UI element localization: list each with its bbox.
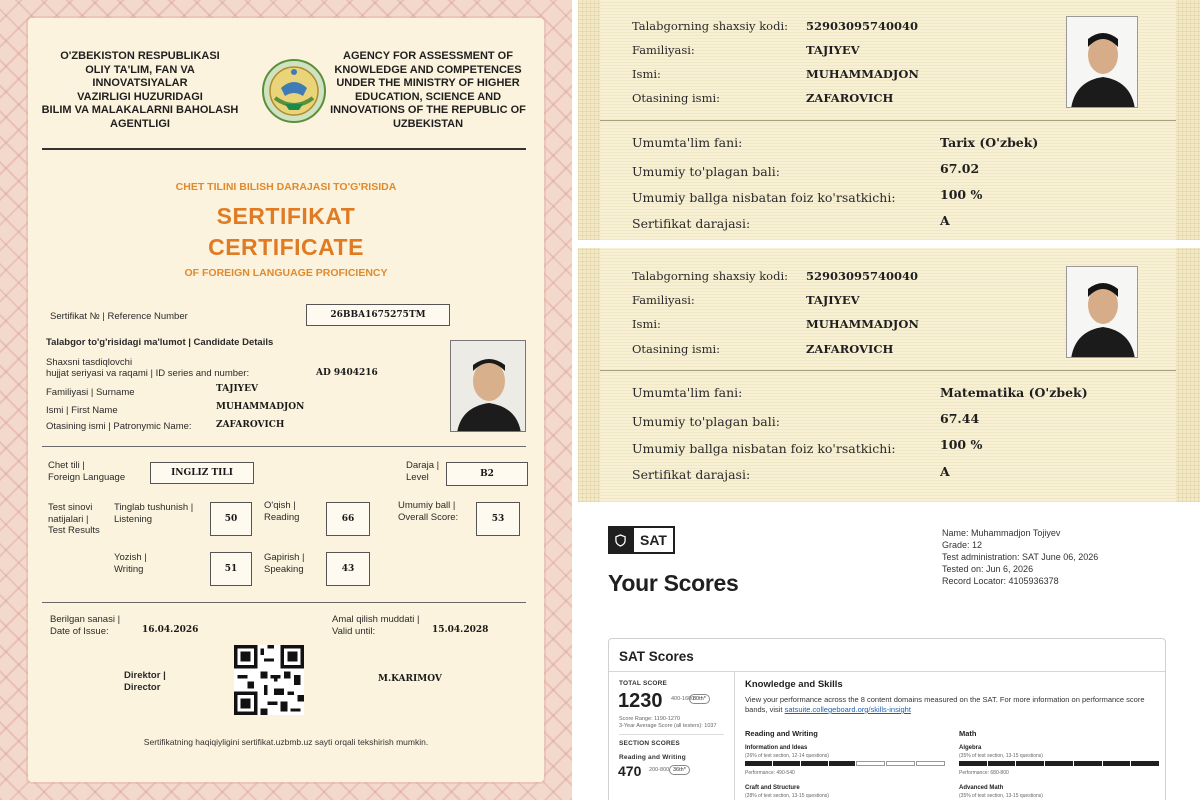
id-value: AD 9404216 <box>316 368 378 378</box>
results-label-line: Test Results <box>48 525 100 536</box>
subject-value: Matematika (O'zbek) <box>940 385 1088 400</box>
percent-label: Umumiy ballga nisbatan foiz ko'rsatkichi: <box>632 190 896 205</box>
skills-insight-link[interactable]: satsuite.collegeboard.org/skills-insight <box>784 705 911 714</box>
domain-subtitle: (35% of test section, 13-15 questions) <box>959 793 1043 799</box>
name-label: Ismi: <box>632 67 661 81</box>
writing-score: 51 <box>210 552 252 586</box>
domain-title: Craft and Structure <box>745 785 800 791</box>
certificate-sheet <box>28 18 544 782</box>
knowledge-skills-description <box>745 695 1145 715</box>
patronymic-label: Otasining ismi: <box>632 342 721 356</box>
score-summary-column <box>609 672 735 800</box>
listening-label <box>114 502 193 525</box>
level-value: B2 <box>446 462 528 486</box>
surname-label: Familiyasi: <box>632 43 695 57</box>
sheet-divider <box>600 370 1176 371</box>
total-percentile-badge: 80th* <box>689 694 710 704</box>
domain-performance: Performance: 680-800 <box>959 770 1009 776</box>
domain-subtitle: (26% of test section, 12-14 questions) <box>745 753 829 759</box>
valid-label-line: Amal qilish muddati | <box>332 614 420 625</box>
speaking-label-line: Speaking <box>264 563 304 575</box>
writing-label-line: Writing <box>114 563 144 575</box>
personal-code-value: 52903095740040 <box>806 19 919 33</box>
id-label-line2: hujjat seriyasi va raqami | ID series and number: <box>46 368 250 379</box>
score-sheet-history <box>578 0 1200 240</box>
issue-date-value: 16.04.2026 <box>142 625 199 635</box>
student-name: Name: Muhammadjon Tojiyev <box>942 528 1061 538</box>
total-score-label: TOTAL SCORE <box>619 680 668 687</box>
director-label-line: Director <box>124 681 161 693</box>
language-label-line: Foreign Language <box>48 471 126 483</box>
header-divider <box>42 148 526 150</box>
percent-label: Umumiy ballga nisbatan foiz ko'rsatkichi: <box>632 441 896 456</box>
total-score-label: Umumiy to'plagan bali: <box>632 164 780 179</box>
performance-bar-segment <box>988 761 1016 766</box>
performance-bar-segment <box>1074 761 1102 766</box>
results-label-line: natijalari | <box>48 513 89 525</box>
patronymic-value: ZAFAROVICH <box>806 91 894 105</box>
performance-bar-segment <box>1131 761 1159 766</box>
candidate-photo <box>450 340 526 432</box>
score-sheet-body <box>600 0 1176 240</box>
surname-value: TAJIYEV <box>806 43 860 57</box>
header-en-line: INNOVATIONS OF THE REPUBLIC OF <box>330 104 526 116</box>
domain-title: Algebra <box>959 745 982 751</box>
name-label: Ismi: <box>632 317 661 331</box>
overall-score: 53 <box>476 502 520 536</box>
performance-bar-segment <box>1045 761 1073 766</box>
performance-bar-segment <box>773 761 800 766</box>
card-title: SAT Scores <box>619 649 694 664</box>
id-label-line1: Shaxsni tasdiqlovchi <box>46 357 133 368</box>
issue-label-line: Berilgan sanasi | <box>50 614 121 625</box>
header-uz-line: OLIY TA'LIM, FAN VA INNOVATSIYALAR <box>85 63 195 89</box>
header-en-line: KNOWLEDGE AND COMPETENCES <box>334 63 522 76</box>
section-divider <box>42 602 526 603</box>
subject-value: Tarix (O'zbek) <box>940 135 1039 150</box>
director-label-line: Direktor | <box>124 670 166 681</box>
firstname-value: MUHAMMADJON <box>216 402 305 412</box>
rw-section-score: 470 <box>618 763 642 779</box>
language-label-line: Chet tili | <box>48 460 85 471</box>
results-label-line: Test sinovi <box>48 502 93 513</box>
sat-logo-text: SAT <box>632 526 675 554</box>
domain-subtitle: (28% of test section, 13-15 questions) <box>745 793 829 799</box>
language-certificate <box>0 0 572 800</box>
results-label <box>48 502 100 537</box>
sat-scores-card <box>608 638 1166 800</box>
candidate-photo <box>1066 266 1138 358</box>
surname-value: TAJIYEV <box>216 384 258 394</box>
rw-section-label: Reading and Writing <box>619 754 686 761</box>
listening-score: 50 <box>210 502 252 536</box>
name-value: MUHAMMADJON <box>806 67 919 81</box>
certificate-description: OF FOREIGN LANGUAGE PROFICIENCY <box>184 267 388 279</box>
performance-bar-segment <box>1103 761 1131 766</box>
performance-bar <box>745 761 945 766</box>
director-name: M.KARIMOV <box>378 674 442 684</box>
level-label-line: Daraja | <box>406 460 440 471</box>
subject-label: Umumta'lim fani: <box>632 135 743 150</box>
certificate-title-uz: SERTIFIKAT <box>216 203 356 229</box>
reference-label: Sertifikat № | Reference Number <box>50 311 188 322</box>
header-uz-line: BILIM VA MALAKALARNI BAHOLASH <box>41 104 239 116</box>
percent-value: 100 % <box>940 437 983 452</box>
page-title: Your Scores <box>608 570 739 596</box>
domain-title: Advanced Math <box>959 785 1004 791</box>
reference-number: 26BBA1675275TM <box>306 304 450 326</box>
writing-label-line: Yozish | <box>114 552 147 563</box>
rw-section-scale: 200-800 <box>649 767 670 773</box>
header-en-line: UZBEKISTAN <box>392 117 464 130</box>
performance-bar <box>959 761 1159 766</box>
score-sheet-body <box>600 248 1176 502</box>
valid-until-label <box>332 614 419 637</box>
surname-value: TAJIYEV <box>806 293 860 307</box>
header-en-line: UNDER THE MINISTRY OF HIGHER <box>336 77 520 89</box>
performance-bar-segment <box>856 761 885 766</box>
total-score-value: 67.44 <box>940 411 980 426</box>
knowledge-skills-title: Knowledge and Skills <box>745 679 843 690</box>
listening-label-line: Listening <box>114 513 153 525</box>
patronymic-label: Otasining ismi: <box>632 91 721 105</box>
issue-label-line: Date of Issue: <box>50 625 109 637</box>
director-label <box>124 670 166 693</box>
rw-percentile-badge: 36th* <box>669 765 690 775</box>
sat-logo <box>608 526 675 554</box>
valid-until-value: 15.04.2028 <box>432 625 489 635</box>
percent-value: 100 % <box>940 187 983 202</box>
section-scores-label: SECTION SCORES <box>619 740 680 747</box>
rw-category-title: Reading and Writing <box>745 729 818 738</box>
domain-performance: Performance: 490-540 <box>745 770 795 776</box>
header-en-line: AGENCY FOR ASSESSMENT OF <box>343 50 513 62</box>
tested-on: Tested on: Jun 6, 2026 <box>942 564 1034 574</box>
overall-label <box>398 500 458 523</box>
header-uz <box>40 50 240 131</box>
reading-score: 66 <box>326 502 370 536</box>
header-en <box>328 50 528 131</box>
total-score-value: 1230 <box>618 690 663 712</box>
performance-bar-segment <box>916 761 945 766</box>
domain-subtitle: (35% of test section, 13-15 questions) <box>959 753 1043 759</box>
language-value: INGLIZ TILI <box>150 462 254 484</box>
name-value: MUHAMMADJON <box>806 317 919 331</box>
firstname-label: Ismi | First Name <box>46 405 118 416</box>
level-label-line: Level <box>406 471 429 483</box>
sat-score-report <box>576 506 1200 800</box>
performance-bar-segment <box>886 761 915 766</box>
patronymic-value: ZAFAROVICH <box>216 420 285 430</box>
candidate-heading: Talabgor to'g'risidagi ma'lumot | Candidate Details <box>46 337 274 348</box>
valid-label-line: Valid until: <box>332 625 376 637</box>
surname-label: Familiyasi: <box>632 293 695 307</box>
reading-label-line: O'qish | <box>264 500 296 511</box>
language-label <box>48 460 125 483</box>
patronymic-value: ZAFAROVICH <box>806 342 894 356</box>
header-uz-line: VAZIRLIGI HUZURIDAGI <box>77 90 203 103</box>
performance-bar-segment <box>801 761 828 766</box>
personal-code-label: Talabgorning shaxsiy kodi: <box>632 19 789 33</box>
header-uz-line: O'ZBEKISTON RESPUBLIKASI <box>60 50 220 62</box>
shield-icon <box>608 526 632 554</box>
domain-title: Information and Ideas <box>745 745 808 751</box>
total-score-label: Umumiy to'plagan bali: <box>632 414 780 429</box>
issue-date-label <box>50 614 120 637</box>
certificate-title-en: CERTIFICATE <box>208 234 364 260</box>
record-locator: Record Locator: 4105936378 <box>942 576 1059 586</box>
test-administration: Test administration: SAT June 06, 2026 <box>942 552 1099 562</box>
sheet-divider <box>600 120 1176 121</box>
qr-code-icon <box>234 645 304 715</box>
personal-code-label: Talabgorning shaxsiy kodi: <box>632 269 789 283</box>
header-uz-line: AGENTLIGI <box>110 117 170 130</box>
score-sheet-math <box>578 248 1200 502</box>
performance-bar-segment <box>959 761 987 766</box>
math-category-title: Math <box>959 729 977 738</box>
reading-label <box>264 500 299 523</box>
state-emblem-icon <box>261 58 327 124</box>
verification-note: Sertifikatning haqiqiyligini sertifikat.uzbmb.uz sayti orqali tekshirish mumkin. <box>143 737 429 747</box>
summary-divider <box>619 734 724 735</box>
writing-label <box>114 552 147 575</box>
grade-label: Sertifikat darajasi: <box>632 216 751 231</box>
performance-bar-segment <box>829 761 856 766</box>
header-en-line: EDUCATION, SCIENCE AND <box>354 90 502 103</box>
speaking-label <box>264 552 304 575</box>
total-score-scale: 400-1600 <box>671 696 695 702</box>
overall-label-line: Overall Score: <box>398 511 459 523</box>
subject-label: Umumta'lim fani: <box>632 385 743 400</box>
speaking-score: 43 <box>326 552 370 586</box>
grade-value: A <box>940 213 950 228</box>
listening-label-line: Tinglab tushunish | <box>114 502 194 513</box>
speaking-label-line: Gapirish | <box>264 552 305 563</box>
performance-bar-segment <box>1016 761 1044 766</box>
performance-bar-segment <box>745 761 772 766</box>
description-text: View your performance across the 8 content domains measured on the SAT. For more information on performance score bands, visit <box>745 695 1145 714</box>
level-label <box>406 460 439 483</box>
total-average: 3-Year Average Score (all testers): 1037 <box>619 723 717 729</box>
candidate-photo <box>1066 16 1138 108</box>
student-grade: Grade: 12 <box>942 540 983 550</box>
reading-label-line: Reading <box>264 511 300 523</box>
grade-label: Sertifikat darajasi: <box>632 467 751 482</box>
certificate-subtitle: CHET TILINI BILISH DARAJASI TO'G'RISIDA <box>175 181 397 193</box>
total-score-range: Score Range: 1190-1270 <box>619 716 681 722</box>
surname-label: Familiyasi | Surname <box>46 387 135 398</box>
grade-value: A <box>940 464 950 479</box>
total-score-value: 67.02 <box>940 161 980 176</box>
overall-label-line: Umumiy ball | <box>398 500 456 511</box>
section-divider <box>42 446 526 447</box>
patronymic-label: Otasining ismi | Patronymic Name: <box>46 421 192 432</box>
personal-code-value: 52903095740040 <box>806 269 919 283</box>
